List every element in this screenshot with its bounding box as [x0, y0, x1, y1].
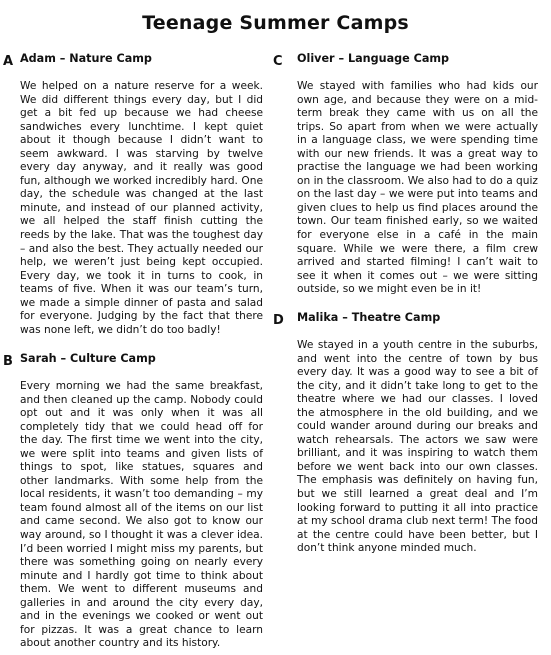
section-text: Every morning we had the same breakfast, and then cleaned up the camp. Nobody could opt out and it was only when it was all completely tidy that we could head off for the day. The first time we went into the city, we were split into teams and given lists of things to spot, like statues, squares and other landmarks. With some help from the local residents, it wasn’t too demanding – my team found almost all of the items on our list and came second. We also got to know our way around, so I thought it was a clever idea. I’d been worried I might miss my parents, but there was something going on nearly every minute and I hardly got time to think about them. We went to different museums and galleries in and around the city every day, and in the evenings we cooked or went out for pizzas. It was a great chance to learn about another country and its history.	[20, 380, 263, 650]
section-text: We stayed with families who had kids our own age, and because they were on a mid-term break they came with us on all the trips. So apart from when we were actually in a language class, we were spending time with our new friends. It was a great way to practise the language we had been working on in the classroom. We also had to do a quiz on the last day – we were put into teams and given clues to help us find places around the town. Our team finished early, so we waited for everyone else in a café in the main square. While we were there, a film crew arrived and started filming! I can’t wait to see it when it comes out – we were sitting outside, so we might even be in it!	[297, 80, 538, 296]
section-letter: D	[273, 313, 284, 328]
section-text: We stayed in a youth centre in the suburbs, and went into the centre of town by bus every day. It was a good way to see a bit of the city, and it didn’t take long to get to the theatre where we had our classes. I loved the atmosphere in the old building, and we could wander around during our breaks and watch rehearsals. The actors we saw were brilliant, and it was inspiring to watch them before we went back into our own classes. The emphasis was definitely on having fun, but we still learned a great deal and I’m looking forward to putting it all into practice at my school drama club next term! The food at the centre could have been better, but I don’t think anyone minded much.	[297, 339, 538, 555]
section-heading: Adam – Nature Camp	[20, 52, 152, 65]
section-heading: Oliver – Language Camp	[297, 52, 450, 65]
section-text: We helped on a nature reserve for a week. We did different things every day, but I did get a bit fed up because we had cheese sandwiches every lunchtime. I kept quiet about it though because I didn’t want to seem awkward. I was starving by twelve every day anyway, and it really was good fun, although we worked incredibly hard. One day, the schedule was changed at the last minute, and instead of our planned activity, we all helped the staff finish cutting the reeds by the lake. That was the toughest day – and also the best. They actually needed our help, we weren’t just being kept occupied. Every day, we took it in turns to cook, in teams of five. When it was our team’s turn, we made a simple dinner of pasta and salad for everyone. Judging by the fact that there was none left, we didn’t do too badly!	[20, 80, 263, 336]
section-letter: B	[3, 354, 13, 369]
section-oliver	[273, 52, 538, 297]
section-sarah	[3, 352, 263, 651]
section-malika	[273, 311, 538, 556]
section-letter: C	[273, 54, 283, 69]
section-adam	[3, 52, 263, 337]
section-heading: Sarah – Culture Camp	[20, 352, 156, 365]
section-letter: A	[3, 54, 14, 69]
page-title: Teenage Summer Camps	[142, 12, 409, 34]
section-heading: Malika – Theatre Camp	[297, 311, 441, 324]
